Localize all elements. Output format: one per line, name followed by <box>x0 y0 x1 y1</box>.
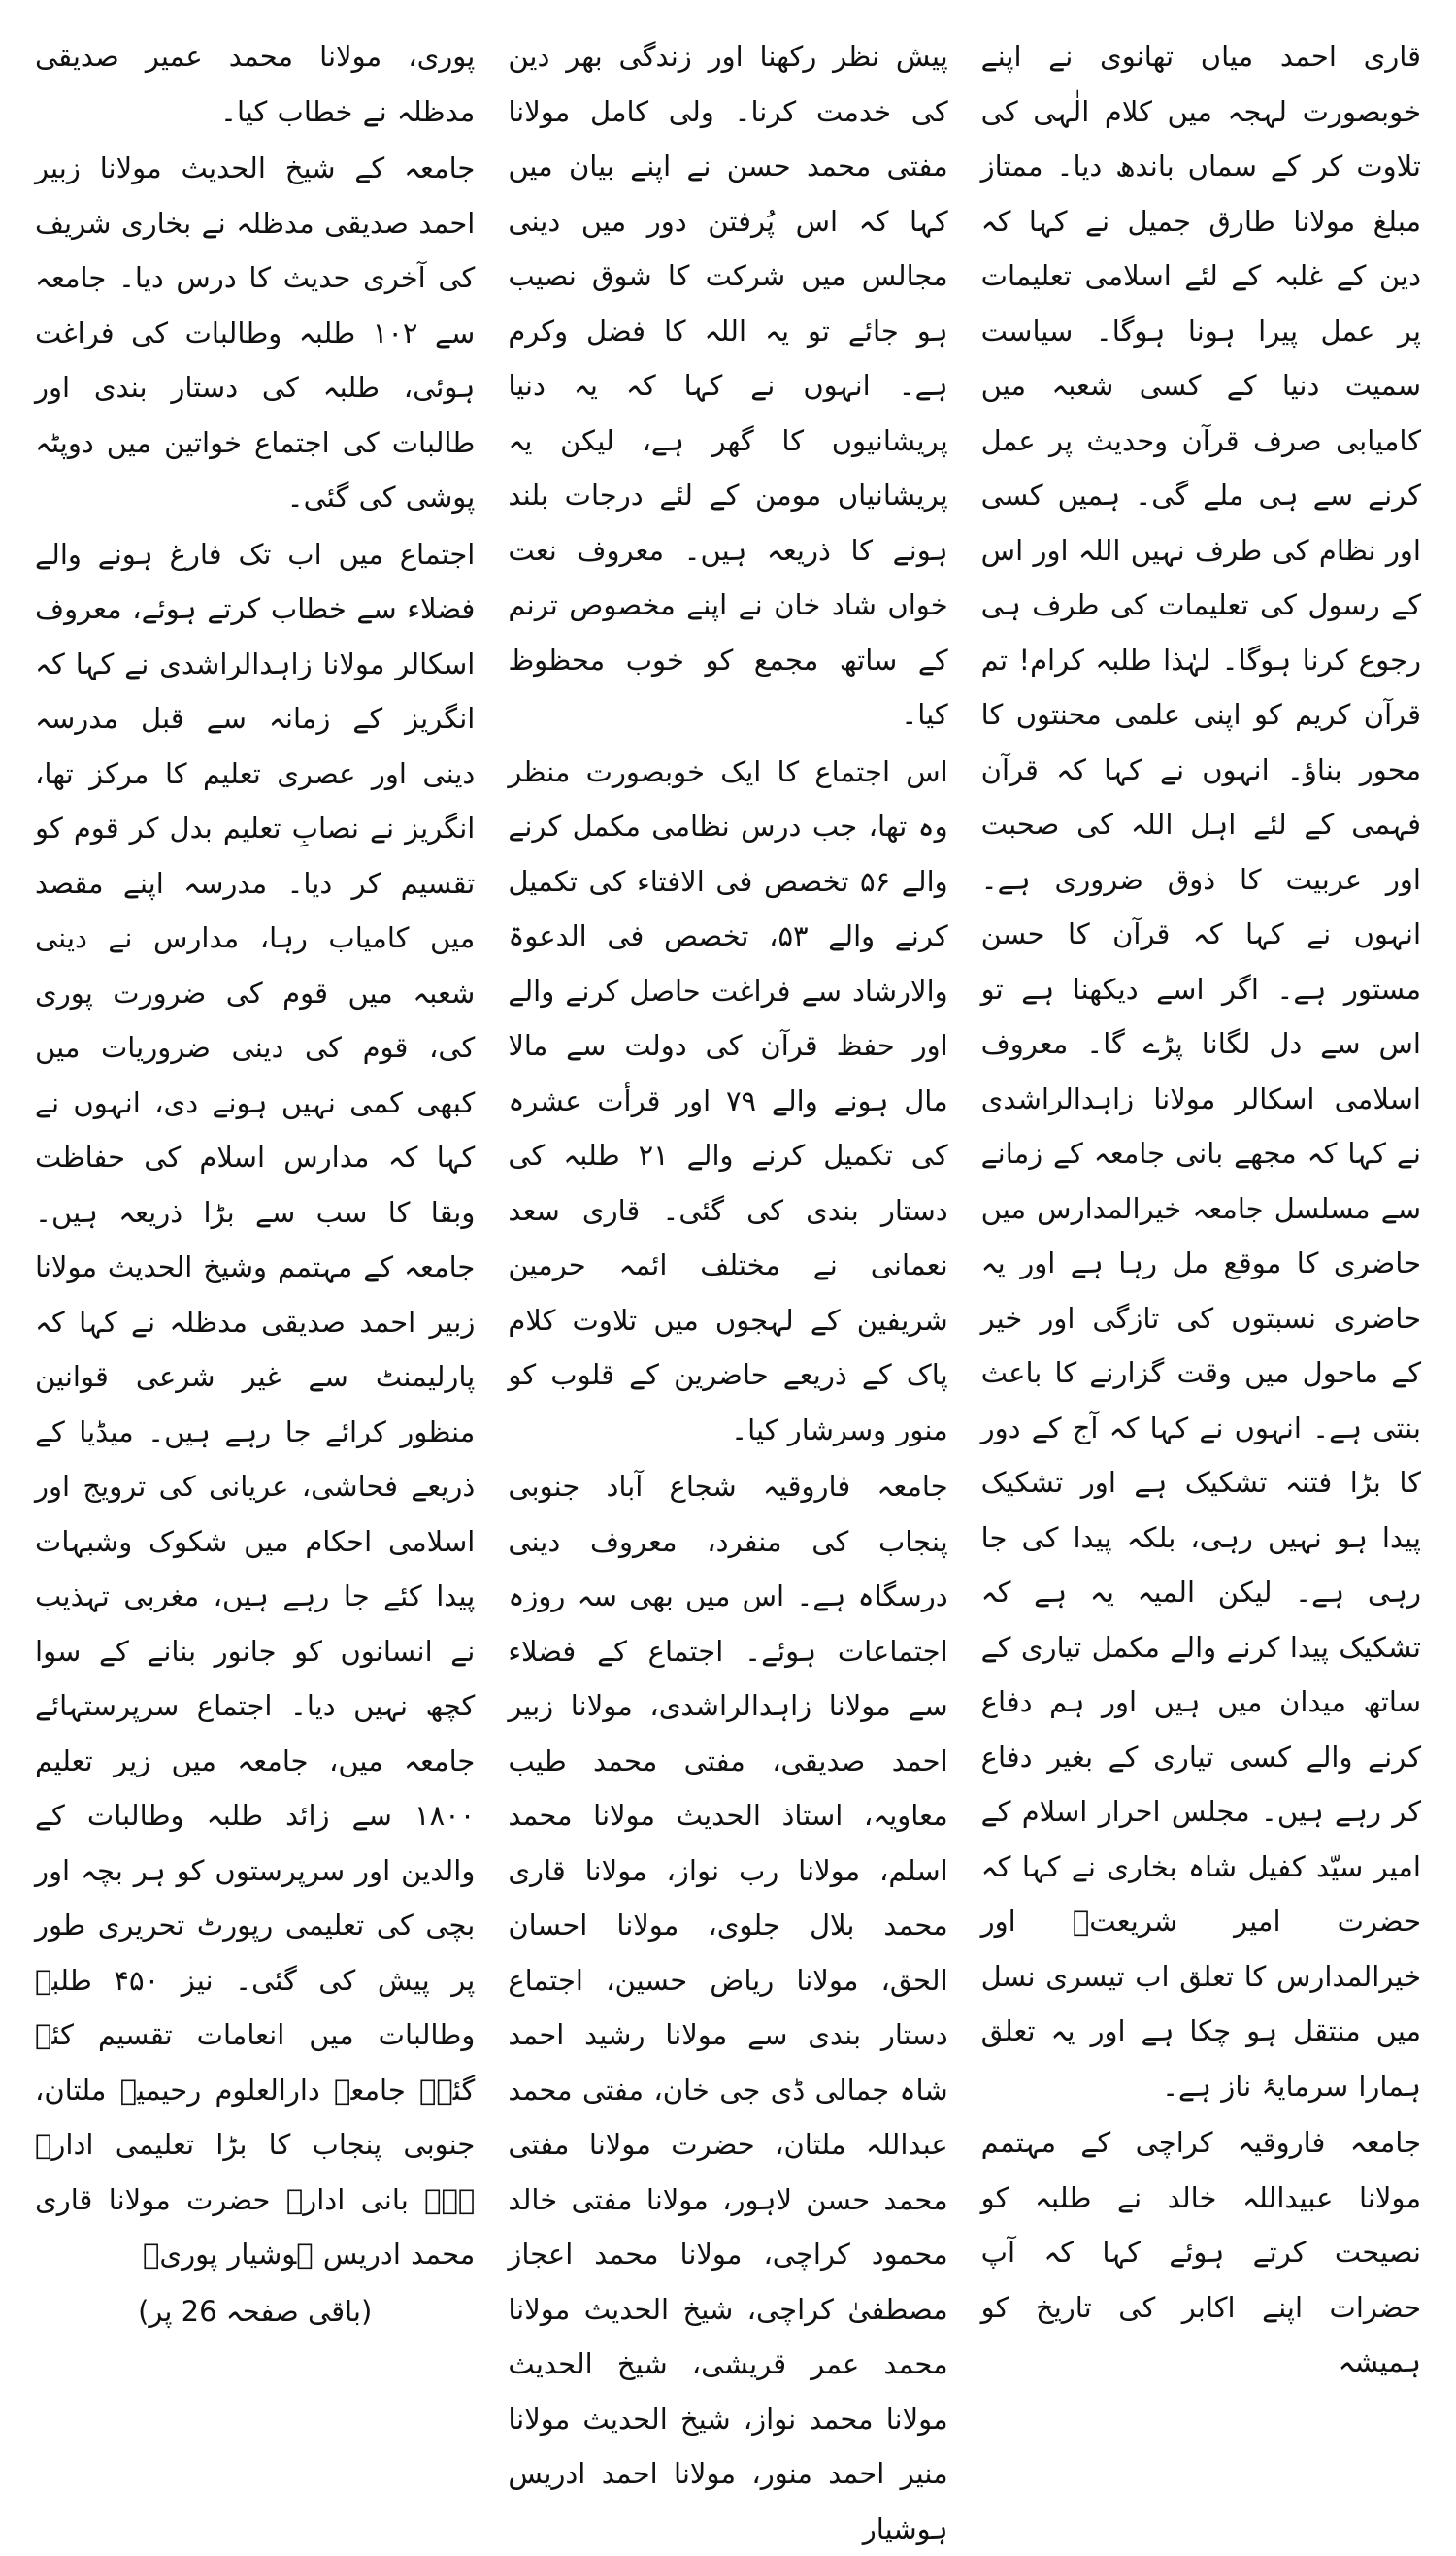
text-column-right <box>976 29 1427 2378</box>
column-paragraph: جامعہ کے شیخ الحدیث مولانا زبیر احمد صدیقی مدظلہ نے بخاری شریف کی آخری حدیث کا درس دیا۔ جامعہ سے ۱۰۲ طلبہ وطالبات کی فراغت ہوئی، طلبہ کی دستار بندی اور طالبات کی اجتماع خواتین میں دوپٹہ پوشی کی گئی۔ <box>35 151 476 514</box>
column-paragraph: جامعہ فاروقیہ شجاع آباد جنوبی پنجاب کی منفرد، معروف دینی درسگاہ ہے۔ اس میں بھی سہ روزہ اجتماعات ہوئے۔ اجتماع کے فضلاء سے مولانا زاہدالراشدی، مولانا زبیر احمد صدیقی، مفتی محمد طیب معاویہ، استاذ الحدیث مولانا محمد اسلم، مولانا رب نواز، مولانا قاری محمد بلال جلوی، مولانا احسان الحق، مولانا ریاض حسین، اجتماع دستار بندی سے مولانا رشید احمد شاہ جمالی ڈی جی خان، مفتی محمد عبداللہ ملتان، حضرت مولانا مفتی محمد حسن لاہور، مولانا مفتی خالد محمود کراچی، مولانا محمد اعجاز مصطفیٰ کراچی، شیخ الحدیث مولانا محمد عمر قریشی، شیخ الحدیث مولانا محمد نواز، شیخ الحدیث مولانا منیر احمد منور، مولانا احمد ادریس ہوشیار <box>508 1470 948 2545</box>
column-paragraph: اجتماع میں اب تک فارغ ہونے والے فضلاء سے خطاب کرتے ہوئے، معروف اسکالر مولانا زاہدالراشدی نے کہا کہ انگریز کے زمانہ سے قبل مدرسہ دینی اور عصری تعلیم کا مرکز تھا، انگریز نے نصابِ تعلیم بدل کر قوم کو تقسیم کر دیا۔ مدرسہ اپنے مقصد میں کامیاب رہا، مدارس نے دینی شعبہ میں قوم کی ضرورت پوری کی، قوم کی دینی ضروریات میں کبھی کمی نہیں ہونے دی، انہوں نے کہا کہ مدارس اسلام کی حفاظت وبقا کا سب سے بڑا ذریعہ ہیں۔ جامعہ کے مہتمم وشیخ الحدیث مولانا زبیر احمد صدیقی مدظلہ نے کہا کہ پارلیمنٹ سے غیر شرعی قوانین منظور کرائے جا رہے ہیں۔ میڈیا کے ذریعے فحاشی، عریانی کی ترویج اور اسلامی احکام میں شکوک وشبہات پیدا کئے جا رہے ہیں، مغربی تہذیب نے انسانوں کو جانور بنانے کے سوا کچھ نہیں دیا۔ اجتماع سرپرستہائے جامعہ میں، جامعہ میں زیر تعلیم ۱۸۰۰ سے زائد طلبہ وطالبات کے والدین اور سرپرستوں کو ہر بچہ اور بچی کی تعلیمی رپورٹ تحریری طور پر پیش کی گئی۔ نیز ۴۵۰ طلبہ وطالبات میں انعامات تقسیم کئے گئے۔ جامعہ دارالعلوم رحیمیہ ملتان، جنوبی پنجاب کا بڑا تعلیمی ادارہ ہے۔ بانی ادارہ حضرت مولانا قاری محمد ادریس ہوشیار پوریؒ <box>35 537 476 2271</box>
column-paragraph: جامعہ فاروقیہ کراچی کے مہتمم مولانا عبیداللہ خالد نے طلبہ کو نصیحت کرتے ہوئے کہا کہ آپ حضرات اپنے اکابر کی تاریخ کو ہمیشہ <box>980 2126 1421 2378</box>
text-column-middle <box>502 29 953 2545</box>
text-column-left <box>29 29 480 2328</box>
continued-on-page-note: (باقی صفحہ 26 پر) <box>138 2294 373 2328</box>
column-paragraph: اس اجتماع کا ایک خوبصورت منظر وہ تھا، جب درس نظامی مکمل کرنے والے ۵۶ تخصص فی الافتاء کی تکمیل کرنے والے ۵۳، تخصص فی الدعوۃ والارشاد سے فراغت حاصل کرنے والے اور حفظ قرآن کی دولت سے مالا مال ہونے والے ۷۹ اور قرأت عشرہ کی تکمیل کرنے والے ۲۱ طلبہ کی دستار بندی کی گئی۔ قاری سعد نعمانی نے مختلف ائمہ حرمین شریفین کے لہجوں میں تلاوت کلام پاک کے ذریعے حاضرین کے قلوب کو منور وسرشار کیا۔ <box>508 754 948 1446</box>
column-paragraph: پیش نظر رکھنا اور زندگی بھر دین کی خدمت کرنا۔ ولی کامل مولانا مفتی محمد حسن نے اپنے بیان میں کہا کہ اس پُرفتن دور میں دینی مجالس میں شرکت کا شوق نصیب ہو جائے تو یہ اللہ کا فضل وکرم ہے۔ انہوں نے کہا کہ یہ دنیا پریشانیوں کا گھر ہے، لیکن یہ پریشانیاں مومن کے لئے درجات بلند ہونے کا ذریعہ ہیں۔ معروف نعت خواں شاد خان نے اپنے مخصوص ترنم کے ساتھ مجمع کو خوب محظوظ کیا۔ <box>508 40 948 731</box>
column-paragraph: قاری احمد میاں تھانوی نے اپنے خوبصورت لہجہ میں کلام الٰہی کی تلاوت کر کے سماں باندھ دیا۔ ممتاز مبلغ مولانا طارق جمیل نے کہا کہ دین کے غلبہ کے لئے اسلامی تعلیمات پر عمل پیرا ہونا ہوگا۔ سیاست سمیت دنیا کے کسی شعبہ میں کامیابی صرف قرآن وحدیث پر عمل کرنے سے ہی ملے گی۔ ہمیں کسی اور نظام کی طرف نہیں اللہ اور اس کے رسول کی تعلیمات کی طرف ہی رجوع کرنا ہوگا۔ لہٰذا طلبہ کرام! تم قرآن کریم کو اپنی علمی محنتوں کا محور بناؤ۔ انہوں نے کہا کہ قرآن فہمی کے لئے اہل اللہ کی صحبت اور عربیت کا ذوق ضروری ہے۔ انہوں نے کہا کہ قرآن کا حسن مستور ہے۔ اگر اسے دیکھنا ہے تو اس سے دل لگانا پڑے گا۔ معروف اسلامی اسکالر مولانا زاہدالراشدی نے کہا کہ مجھے بانی جامعہ کے زمانے سے مسلسل جامعہ خیرالمدارس میں حاضری کا موقع مل رہا ہے اور یہ حاضری نسبتوں کی تازگی اور خیر کے ماحول میں وقت گزارنے کا باعث بنتی ہے۔ انہوں نے کہا کہ آج کے دور کا بڑا فتنہ تشکیک ہے اور تشکیک پیدا ہو نہیں رہی، بلکہ پیدا کی جا رہی ہے۔ لیکن المیہ یہ ہے کہ تشکیک پیدا کرنے والے مکمل تیاری کے ساتھ میدان میں ہیں اور ہم دفاع کرنے والے کسی تیاری کے بغیر دفاع کر رہے ہیں۔ مجلس احرار اسلام کے امیر سیّد کفیل شاہ بخاری نے کہا کہ حضرت امیر شریعتؒ اور خیرالمدارس کا تعلق اب تیسری نسل میں منتقل ہو چکا ہے اور یہ تعلق ہمارا سرمایۂ ناز ہے۔ <box>980 40 1421 2103</box>
column-paragraph: پوری، مولانا محمد عمیر صدیقی مدظلہ نے خطاب کیا۔ <box>35 40 476 128</box>
